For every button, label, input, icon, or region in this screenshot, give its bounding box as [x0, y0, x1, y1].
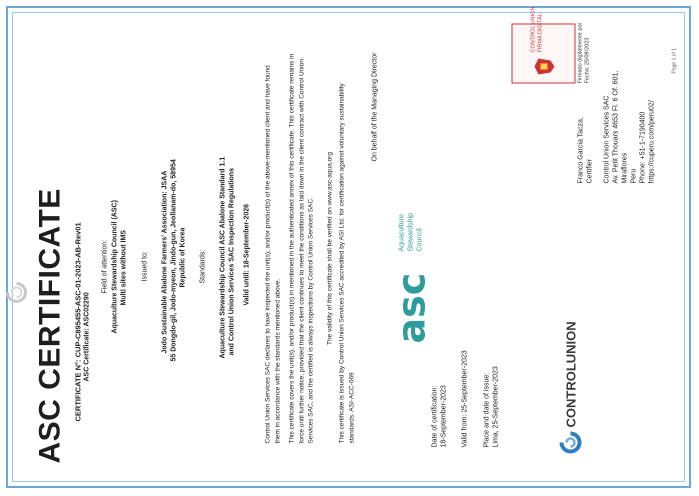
- asc-logo-caption-1: Aquaculture: [398, 214, 406, 252]
- page-number: Page 1 of 1: [671, 47, 678, 74]
- standards-line-2: and Control Union Services SAC Inspection Regulations: [228, 168, 236, 356]
- company-website: https://cuperu.com/peru02/: [648, 100, 656, 184]
- date-cert-value: 18-September-2023: [440, 385, 448, 448]
- company-name: Control Union Services SAC: [603, 95, 611, 184]
- field-label: Field of attention:: [101, 239, 109, 294]
- field-line-2: Multi sites without IMS: [120, 230, 128, 306]
- coverage-paragraph: This certificate covers the unit(s), and/or product(s) in mentioned in the authenticated annex of this certificate. This certificate remains in force until further notice, provided that the client continues to meet the conditions as laid down in the client contract with Control Union Services SAC, and the certified is always inspections by Control Union Services SAC.: [288, 53, 315, 444]
- asc-certificate-number: ASC Certificate: ASC02290: [83, 292, 91, 382]
- company-country: Peru: [630, 168, 638, 184]
- seal-line-1: CONTROL UNION: [530, 6, 537, 53]
- controlunion-logo-icon: [560, 432, 582, 454]
- company-address-2: Miraflores: [621, 152, 629, 184]
- asc-logo-mark: asc: [389, 272, 434, 344]
- place-label: Place and date of issue:: [483, 372, 491, 448]
- asc-logo: [390, 273, 434, 344]
- declaration-paragraph: Control Union Services SAC declares to have inspected the unit(s), and/or product(s) of the above-mentioned client and have found them in accordance with the standards mentioned above.: [264, 65, 281, 444]
- asc-logo-caption: [398, 213, 425, 252]
- valid-from: Valid from: 25-September-2023: [461, 350, 469, 448]
- date-cert-label: Date of certification:: [431, 385, 439, 448]
- verification-paragraph: The validity of this certificate shall be verified on www.asc-aqua.org: [326, 152, 334, 345]
- controlunion-logo-text: CONTROLUNION: [563, 321, 578, 428]
- signer-title: Certifier: [586, 158, 594, 184]
- seal-line-2: FIRMA DIGITAL: [537, 13, 544, 53]
- asc-logo-caption-3: Council: [416, 228, 424, 252]
- standards-line-1: Aquaculture Stewardship Council ASC Abalone Standard 1.1: [219, 156, 227, 359]
- digital-signature-seal: [512, 6, 576, 84]
- issued-label: Issued to:: [141, 251, 149, 282]
- place-value: Lima, 25-September-2023: [492, 366, 500, 448]
- watermark-icon: [6, 282, 28, 304]
- issued-line-2: 55 Dongdo-gil, Jodo-myeon, Jindo-gun, Jeollanam-do, 58954: [170, 159, 178, 362]
- controlunion-logo: [560, 321, 582, 453]
- certificate-number: CERTIFICATE N°: CUP-C895455-ASC-01-2023-AB-Rev01: [73, 222, 83, 422]
- seal-caption-2: Fecha: 25/09/2023: [584, 37, 591, 84]
- page-title: ASC CERTIFICATE: [33, 188, 67, 464]
- on-behalf-text: On behalf of the Managing Director: [371, 52, 379, 162]
- valid-until: Valid until: 18-September-2026: [243, 203, 251, 306]
- standards-label: Standards:: [199, 249, 207, 284]
- seal-caption-1: Firmado digitalmente por: [577, 22, 584, 84]
- issued-line-1: Jodo Sustainable Abalone Farmers' Association: JSAA: [161, 170, 169, 354]
- accreditation-paragraph: This certificate is issued by Control Union Services SAC accredited by ASI Ltd. for certification against voluntary sustainability standards. ASI-ACC-069: [338, 83, 355, 444]
- company-phone: Phone: +51-1-7190400: [639, 111, 647, 184]
- asc-logo-caption-2: Stewardship: [407, 212, 415, 252]
- certificate-page: [0, 6, 699, 484]
- issued-line-3: Republic of Korea: [179, 227, 187, 288]
- coat-of-arms-icon: [533, 55, 557, 79]
- signer-name: Franco Garcia Tacza,: [577, 117, 585, 184]
- seal-caption: [578, 23, 592, 84]
- company-address-1: Av. Petit Thouars 4653 Fl. 6 Of. 601,: [612, 70, 620, 184]
- field-line-1: Aquaculture Stewardship Council (ASC): [111, 200, 119, 334]
- seal-text: [531, 7, 545, 53]
